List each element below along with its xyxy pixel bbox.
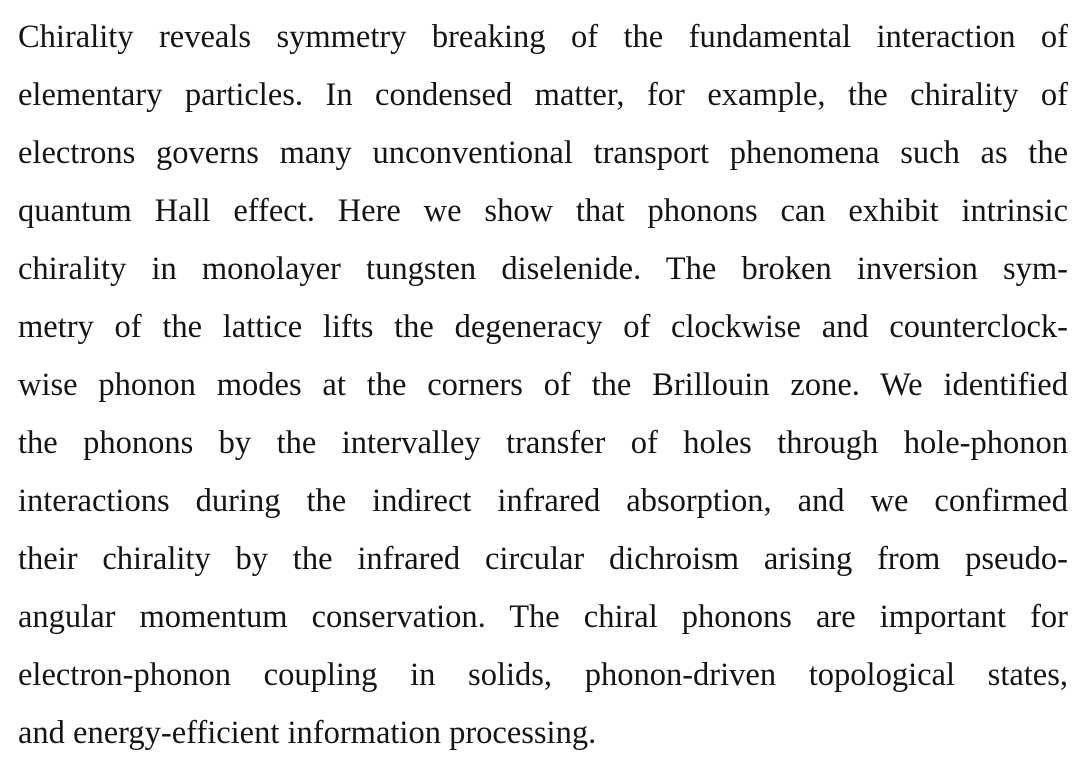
abstract-paragraph bbox=[18, 8, 1068, 762]
abstract-line: metry of the lattice lifts the degeneracy of clockwise and counterclock- bbox=[18, 309, 1068, 345]
abstract-line: the phonons by the intervalley transfer of holes through hole-phonon bbox=[18, 425, 1068, 461]
abstract-line: angular momentum conservation. The chiral phonons are important for bbox=[18, 599, 1068, 635]
abstract-line: electrons governs many unconventional transport phenomena such as the bbox=[18, 135, 1068, 171]
abstract-line: elementary particles. In condensed matter, for example, the chirality of bbox=[18, 77, 1068, 113]
abstract-line: their chirality by the infrared circular dichroism arising from pseudo- bbox=[18, 541, 1068, 577]
abstract-line: Chirality reveals symmetry breaking of the fundamental interaction of bbox=[18, 19, 1068, 55]
abstract-line: electron-phonon coupling in solids, phonon-driven topological states, bbox=[18, 657, 1068, 693]
abstract-line: chirality in monolayer tungsten diselenide. The broken inversion sym- bbox=[18, 251, 1068, 287]
abstract-line: wise phonon modes at the corners of the Brillouin zone. We identified bbox=[18, 367, 1068, 403]
abstract-line: interactions during the indirect infrared absorption, and we confirmed bbox=[18, 483, 1068, 519]
abstract-line-last: and energy-efficient information processing. bbox=[18, 715, 597, 751]
abstract-line: quantum Hall effect. Here we show that phonons can exhibit intrinsic bbox=[18, 193, 1068, 229]
